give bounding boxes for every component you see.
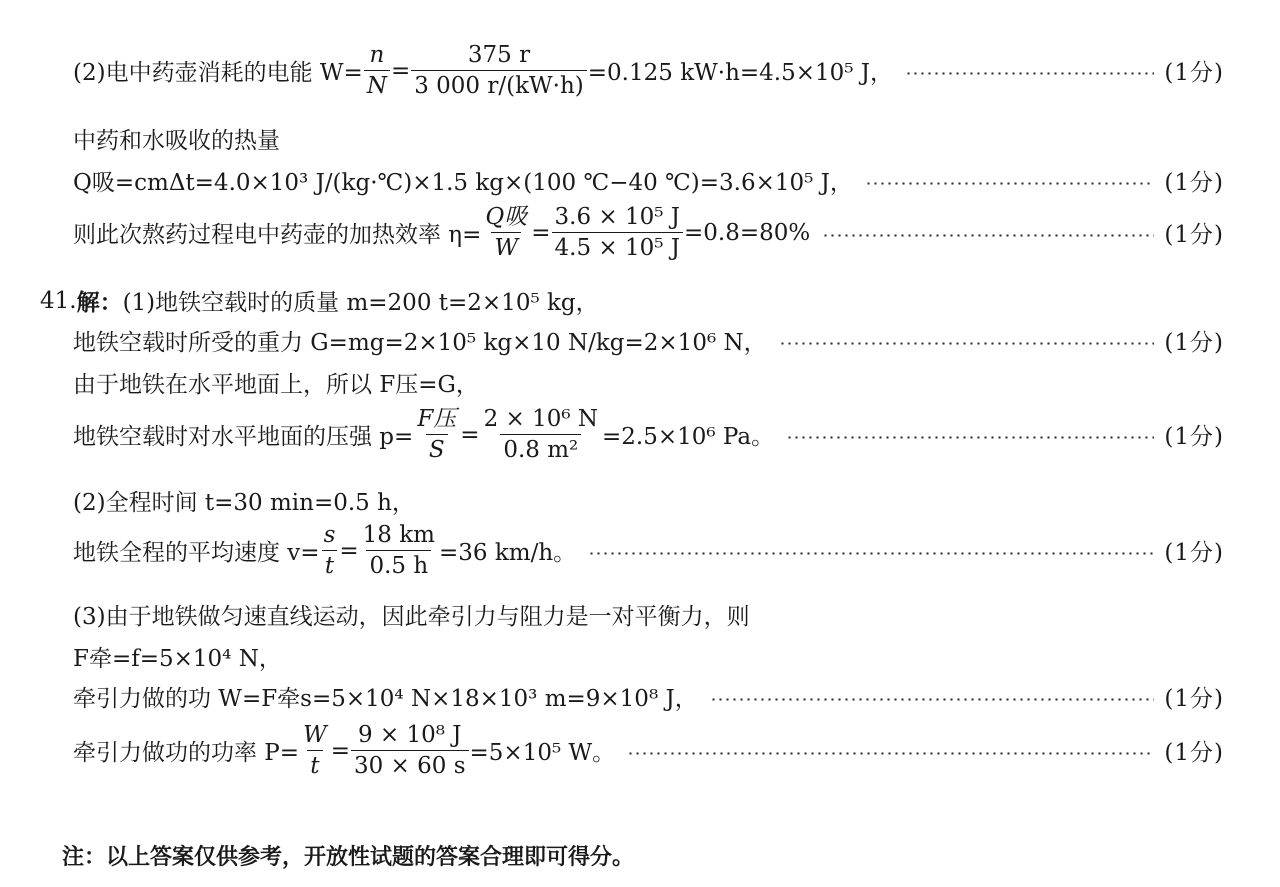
q41-line-speed: 地铁全程的平均速度 v= $\frac{s}{t}$ = $\frac{18 km}{0.5 h}$ =36 km/h。 (1分)	[0, 522, 1280, 580]
q40-energy-post: =0.125 kW·h=4.5×10⁵ J，	[587, 60, 894, 87]
fraction-q-over-w: $\frac{\text{Q吸}}{W}$	[485, 204, 528, 262]
fraction-n-over-N: $\frac{n}{N}$	[364, 42, 390, 100]
score-mark: (1分)	[1164, 424, 1224, 451]
dot-leader	[627, 752, 1154, 755]
score-mark: (1分)	[1164, 330, 1224, 356]
q40-energy-pre: (2)电中药壶消耗的电能 W=	[73, 60, 363, 87]
footnote	[0, 840, 1280, 871]
dot-leader	[779, 342, 1155, 345]
footnote-text: 注：以上答案仅供参考，开放性试题的答案合理即可得分。	[62, 845, 635, 870]
fraction-distance-time: $\frac{18 km}{0.5 h}$	[362, 522, 435, 580]
q40-line-efficiency: 则此次熬药过程电中药壶的加热效率 η= $\frac{\text{Q吸}}{W}$ = $\frac{\text{3.6 × 10⁵ J}}{\text{4.5 × 10⁵ J}}$ =0.8=80% (1分)	[0, 204, 1280, 262]
score-mark: (1分)	[1164, 222, 1224, 249]
q40-line-electric-energy: (2)电中药壶消耗的电能 W= $\frac{n}{N}$ = $\frac{375 r}{3 000 r/(kW\cdot h)}$ =0.125 kW·h=4.5×10⁵ J， (1分)	[0, 42, 1280, 100]
dot-leader	[786, 436, 1154, 439]
q41-header: 41. 解： (1)地铁空载时的质量 m=200 t=2×10⁵ kg，	[0, 284, 1280, 317]
score-mark: (1分)	[1164, 686, 1224, 712]
solution-label: 解：	[76, 289, 123, 316]
dot-leader	[588, 552, 1154, 555]
q41-line-power: 牵引力做功的功率 P= $\frac{W}{t}$ = $\frac{\text{9 × 10⁸ J}}{30 \times 60 s}$ =5×10⁵ W。 (1分)	[0, 722, 1280, 780]
q41-line-traction: F牵=f=5×10⁴ N，	[73, 646, 282, 672]
question-number: 41.	[40, 287, 77, 314]
q41-line-gravity: 地铁空载时所受的重力 G=mg=2×10⁵ kg×10 N/kg=2×10⁶ N， (1分)	[0, 324, 1280, 357]
fraction-f-over-s: $\frac{\text{F压}}{S}$	[417, 406, 457, 464]
fraction-w-over-t: $\frac{W}{t}$	[303, 722, 327, 780]
q40-line-heat-absorbed: Q吸=cmΔt=4.0×10³ J/(kg·℃)×1.5 kg×(100 ℃−40 ℃)=3.6×10⁵ J， (1分)	[0, 164, 1280, 197]
score-mark: (1分)	[1164, 740, 1224, 767]
q41-line-balance: (3)由于地铁做匀速直线运动，因此牵引力与阻力是一对平衡力，则	[73, 604, 750, 630]
fraction-work-time: $\frac{\text{9 × 10⁸ J}}{30 \times 60 s}$	[351, 722, 469, 780]
fraction-revolutions: $\frac{375 r}{3 000 r/(kW\cdot h)}$	[411, 42, 587, 100]
score-mark: (1分)	[1164, 60, 1224, 87]
dot-leader	[865, 182, 1155, 185]
q40-line-heat-label: 中药和水吸收的热量	[73, 128, 280, 154]
q41-line-time: (2)全程时间 t=30 min=0.5 h，	[73, 490, 415, 516]
dot-leader	[710, 698, 1155, 701]
q41-line-pressure-force: 由于地铁在水平地面上，所以 F压=G，	[73, 372, 479, 398]
fraction-energy-values: $\frac{\text{3.6 × 10⁵ J}}{\text{4.5 × 10⁵ J}}$	[552, 204, 684, 262]
score-mark: (1分)	[1164, 540, 1224, 567]
dot-leader	[822, 234, 1154, 237]
dot-leader	[905, 72, 1154, 75]
fraction-force-area: $\frac{\text{2 × 10⁶ N}}{\text{0.8 m²}}$	[483, 406, 599, 464]
fraction-s-over-t: $\frac{s}{t}$	[323, 522, 336, 580]
q41-line-work: 牵引力做的功 W=F牵s=5×10⁴ N×18×10³ m=9×10⁸ J， (1分)	[0, 680, 1280, 713]
q41-line-pressure: 地铁空载时对水平地面的压强 p= $\frac{\text{F压}}{S}$ = $\frac{\text{2 × 10⁶ N}}{\text{0.8 m²}}$ =2.5×10⁶ Pa。 (1分)	[0, 406, 1280, 464]
score-mark: (1分)	[1164, 170, 1224, 196]
